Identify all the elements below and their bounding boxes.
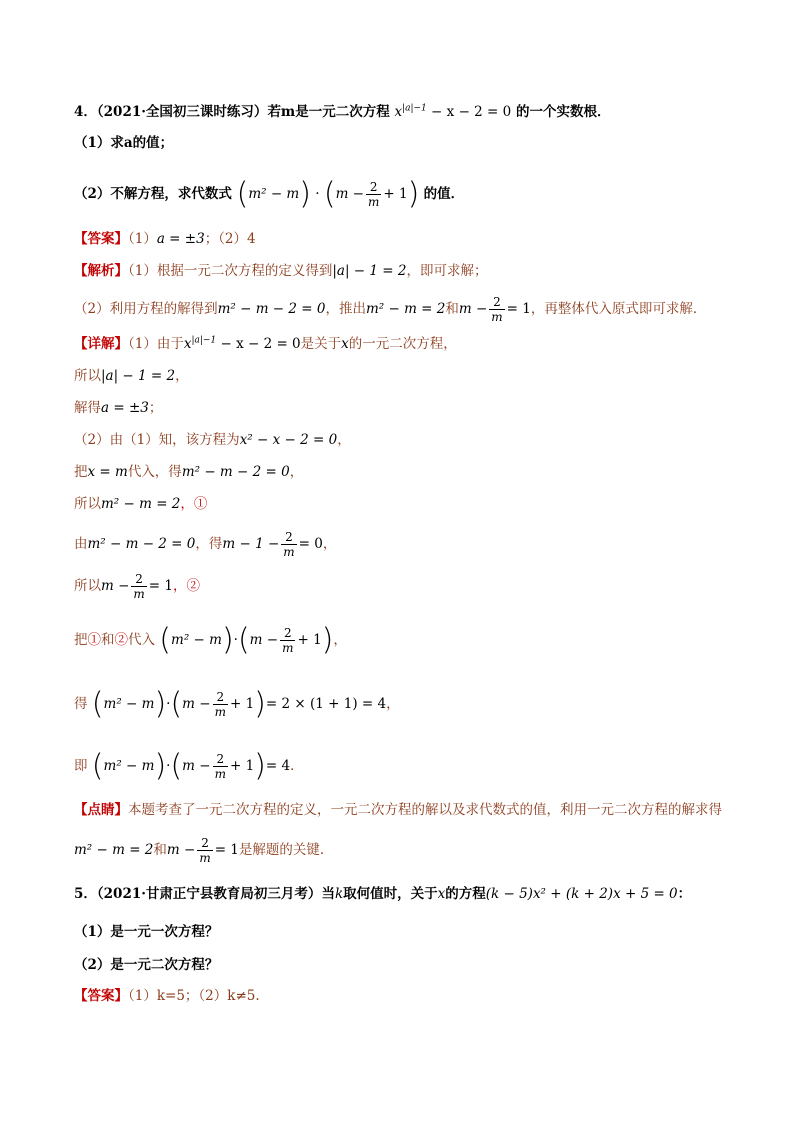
q4-analysis-2: （2）利用方程的解得到m² − m − 2 = 0，推出m² − m = 2和m − $\frac{2}{m}$ = 1，再整体代入原式即可求解． xyxy=(74,295,707,324)
q5-part1: （1）是一元一次方程？ xyxy=(74,924,219,940)
fraction: $\frac{2}{m}$ xyxy=(367,180,380,209)
q5-source: （2021·甘肃正宁县教育局初三月考） xyxy=(96,886,322,902)
fraction: $\frac{2}{m}$ xyxy=(282,626,294,655)
q4-analysis-1: 【解析】（1）根据一元二次方程的定义得到|a| − 1 = 2，即可求解； xyxy=(74,263,488,279)
q4-detail-3: 解得a = ±3； xyxy=(74,400,163,416)
q4-detail-4: （2）由（1）知，该方程为x² − x − 2 = 0， xyxy=(74,432,351,448)
q4-detail-2: 所以|a| − 1 = 2， xyxy=(74,368,189,384)
expr-m-minus: m − xyxy=(335,186,364,202)
answer-tag: 【答案】 xyxy=(74,988,128,1004)
q4-detail-7: 由m² − m − 2 = 0，得m − 1 − $\frac{2}{m}$ = 0， xyxy=(74,530,337,559)
q4-detail-6: 所以m² − m = 2，① xyxy=(74,496,208,512)
answer-a: a = ±3 xyxy=(156,231,205,247)
q4-detail-1: 【详解】（1）由于$x^{|a|-1} - x - 2 = 0$是关于x的一元二次方程， xyxy=(74,335,457,352)
q4-detail-5: 把x = m代入，得m² − m − 2 = 0， xyxy=(74,464,304,480)
q4-stem-end: 的一个实数根． xyxy=(515,104,611,120)
q4-part2-text: （2）不解方程，求代数式 xyxy=(74,186,232,202)
fraction: $\frac{2}{m}$ xyxy=(214,690,226,719)
q5-answer xyxy=(74,986,260,1006)
q4-detail-9: 把①和②代入 (m² − m)·(m − $\frac{2}{m}$ + 1)， xyxy=(74,622,347,658)
fraction: $\frac{2}{m}$ xyxy=(491,295,503,324)
q4-stem-text: 若m是一元二次方程 xyxy=(267,104,390,120)
fraction: $\frac{2}{m}$ xyxy=(199,836,211,865)
q5-equation: (k − 5)x² + (k + 2)x + 5 = 0 xyxy=(485,886,678,902)
q4-comment-2: m² − m = 2和m − $\frac{2}{m}$ = 1是解题的关键． xyxy=(74,836,334,865)
q5-part2: （2）是一元二次方程？ xyxy=(74,957,219,973)
expr-plus1: + 1 xyxy=(383,186,408,202)
answer-tag: 【答案】 xyxy=(74,231,128,247)
q5-answer-text: （1）k=5；（2）k≠5. xyxy=(128,988,260,1004)
q4-number: 4． xyxy=(74,104,97,120)
q4-part2 xyxy=(74,176,465,212)
q4-source: （2021·全国初三课时练习） xyxy=(96,104,268,120)
analysis-tag: 【解析】 xyxy=(74,263,128,279)
comment-tag: 【点睛】 xyxy=(74,802,128,818)
q4-expression: (m² − m) · (m − $\frac{2}{m}$ + 1) xyxy=(236,176,420,212)
q4-comment-1: 【点睛】本题考查了一元二次方程的定义，一元二次方程的解以及求代数式的值，利用一元二次方程的解求得 xyxy=(74,802,722,818)
q4-detail-10: 得 (m² − m)·(m − $\frac{2}{m}$ + 1)= 2 × (1 + 1) = 4， xyxy=(74,686,400,722)
q4-detail-11: 即 (m² − m)·(m − $\frac{2}{m}$ + 1)= 4． xyxy=(74,748,304,784)
q4-detail-8: 所以m − $\frac{2}{m}$ = 1，② xyxy=(74,572,200,601)
q4-answer: 【答案】（1）a = ±3；（2）4 xyxy=(74,231,256,247)
q5-number: 5． xyxy=(74,886,97,902)
fraction: $\frac{2}{m}$ xyxy=(214,752,226,781)
detail-tag: 【详解】 xyxy=(74,336,128,352)
q4-part2-end: 的值． xyxy=(423,186,465,202)
q5-stem: 5．（2021·甘肃正宁县教育局初三月考）当k取何值时，关于x的方程(k − 5)x² + (k + 2)x + 5 = 0： xyxy=(74,886,692,902)
q4-part1: （1）求a的值； xyxy=(74,135,174,151)
expr-m2m: m² − m xyxy=(248,186,300,202)
fraction: $\frac{2}{m}$ xyxy=(283,530,295,559)
q4-eq-tail: − x − 2 = 0 xyxy=(426,104,512,120)
fraction: $\frac{2}{m}$ xyxy=(133,572,145,601)
q4-stem: 4．（2021·全国初三课时练习）若m是一元二次方程 $x^{|a|-1} - x - 2 = 0$ 的一个实数根． xyxy=(74,103,611,120)
